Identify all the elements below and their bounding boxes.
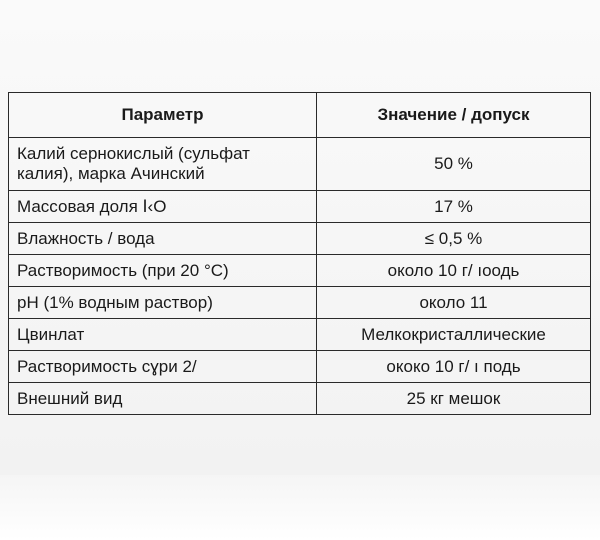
table-row [9, 223, 591, 255]
table-row [9, 191, 591, 223]
row-value: ≤ 0,5 % [317, 223, 591, 255]
table-header-row [9, 93, 591, 138]
page-shadow [0, 475, 600, 540]
header-value: Значение / допуск [317, 93, 591, 138]
row-value: около 10 г/ ıоодь [317, 255, 591, 287]
row-value: 17 % [317, 191, 591, 223]
row-value: ококо 10 г/ ı подь [317, 351, 591, 383]
table-row [9, 351, 591, 383]
row-value: 25 кг мешок [317, 383, 591, 415]
header-parameter: Параметр [9, 93, 317, 138]
row-parameter: Растворимость ϲɣри 2/ [9, 351, 317, 383]
row-parameter: Растворимость (при 20 °C) [9, 255, 317, 287]
row-parameter: Цвинлат [9, 319, 317, 351]
table-row [9, 255, 591, 287]
spec-table [8, 92, 591, 415]
row-parameter: Внешний вид [9, 383, 317, 415]
table-row [9, 319, 591, 351]
row-value: около 11 [317, 287, 591, 319]
row-parameter: pH (1% водным раствор) [9, 287, 317, 319]
table-row [9, 383, 591, 415]
row-value: Мелкокристаллические [317, 319, 591, 351]
row-value: 50 % [317, 138, 591, 191]
row-parameter: Массовая доля Ⅰ‹O [9, 191, 317, 223]
row-parameter: Калий сернокислый (сульфат калия), марка Ачинский [9, 138, 317, 191]
table-row [9, 287, 591, 319]
table-row [9, 138, 591, 191]
row-parameter: Влажность / вода [9, 223, 317, 255]
